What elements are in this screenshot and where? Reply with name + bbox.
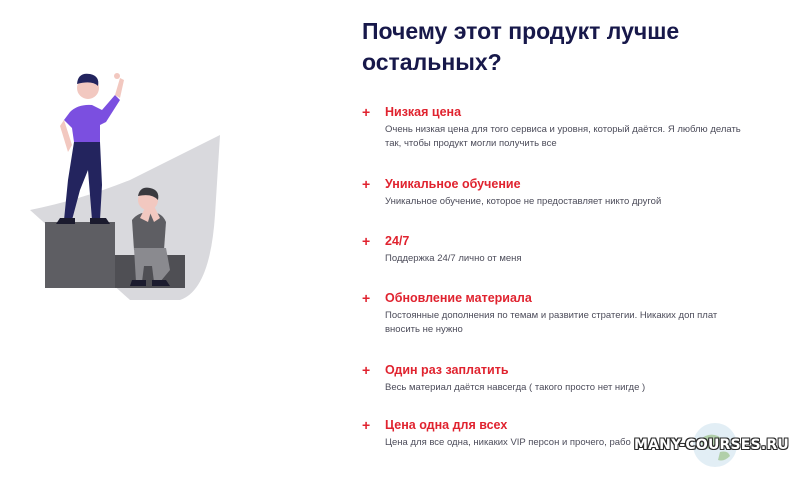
benefit-description	[385, 252, 772, 266]
watermark-text: MANY-COURSES.RU	[634, 437, 789, 453]
benefit-title: Уникальное обучение	[385, 177, 521, 191]
benefits-list	[362, 104, 772, 467]
benefit-description-line: Очень низкая цена для того сервиса и уровня, который даётся. Я люблю делать	[385, 124, 741, 135]
benefit-title: Один раз заплатить	[385, 363, 509, 377]
benefit-item-pay-once	[362, 362, 772, 417]
plus-icon: +	[362, 417, 371, 433]
plus-icon: +	[362, 104, 371, 120]
plus-icon: +	[362, 176, 371, 192]
benefit-item-low-price	[362, 104, 772, 176]
benefit-description-line: Поддержка 24/7 лично от меня	[385, 253, 522, 264]
benefit-description-line: Цена для все одна, никаких VIP персон и прочего, рабо	[385, 437, 631, 448]
benefit-item-support	[362, 233, 772, 290]
plus-icon: +	[362, 362, 371, 378]
page-title-line1: Почему этот продукт лучше	[362, 18, 680, 44]
benefit-description-line: так, чтобы продукт могли получить все	[385, 138, 557, 149]
benefit-description	[385, 123, 772, 151]
page-title	[362, 16, 782, 78]
benefit-title: Цена одна для всех	[385, 418, 508, 432]
benefit-item-updates	[362, 290, 772, 362]
illustration-two-people	[20, 60, 230, 310]
benefit-description-line: Весь материал даётся навсегда ( такого просто нет нигде )	[385, 382, 646, 393]
benefit-title: 24/7	[385, 234, 410, 248]
benefit-description	[385, 195, 772, 209]
benefit-title: Низкая цена	[385, 105, 462, 119]
plus-icon: +	[362, 233, 371, 249]
benefit-description-line: Постоянные дополнения по темам и развитие стратегии. Никаких доп плат	[385, 310, 718, 321]
benefit-description-line: Уникальное обучение, которое не предоставляет никто другой	[385, 196, 662, 207]
page-title-line2: остальных?	[362, 49, 502, 75]
benefit-item-unique-training	[362, 176, 772, 233]
benefit-title: Обновление материала	[385, 291, 532, 305]
benefit-description	[385, 381, 772, 395]
plus-icon: +	[362, 290, 371, 306]
benefit-description	[385, 309, 772, 337]
benefit-description-line: вносить не нужно	[385, 324, 463, 335]
